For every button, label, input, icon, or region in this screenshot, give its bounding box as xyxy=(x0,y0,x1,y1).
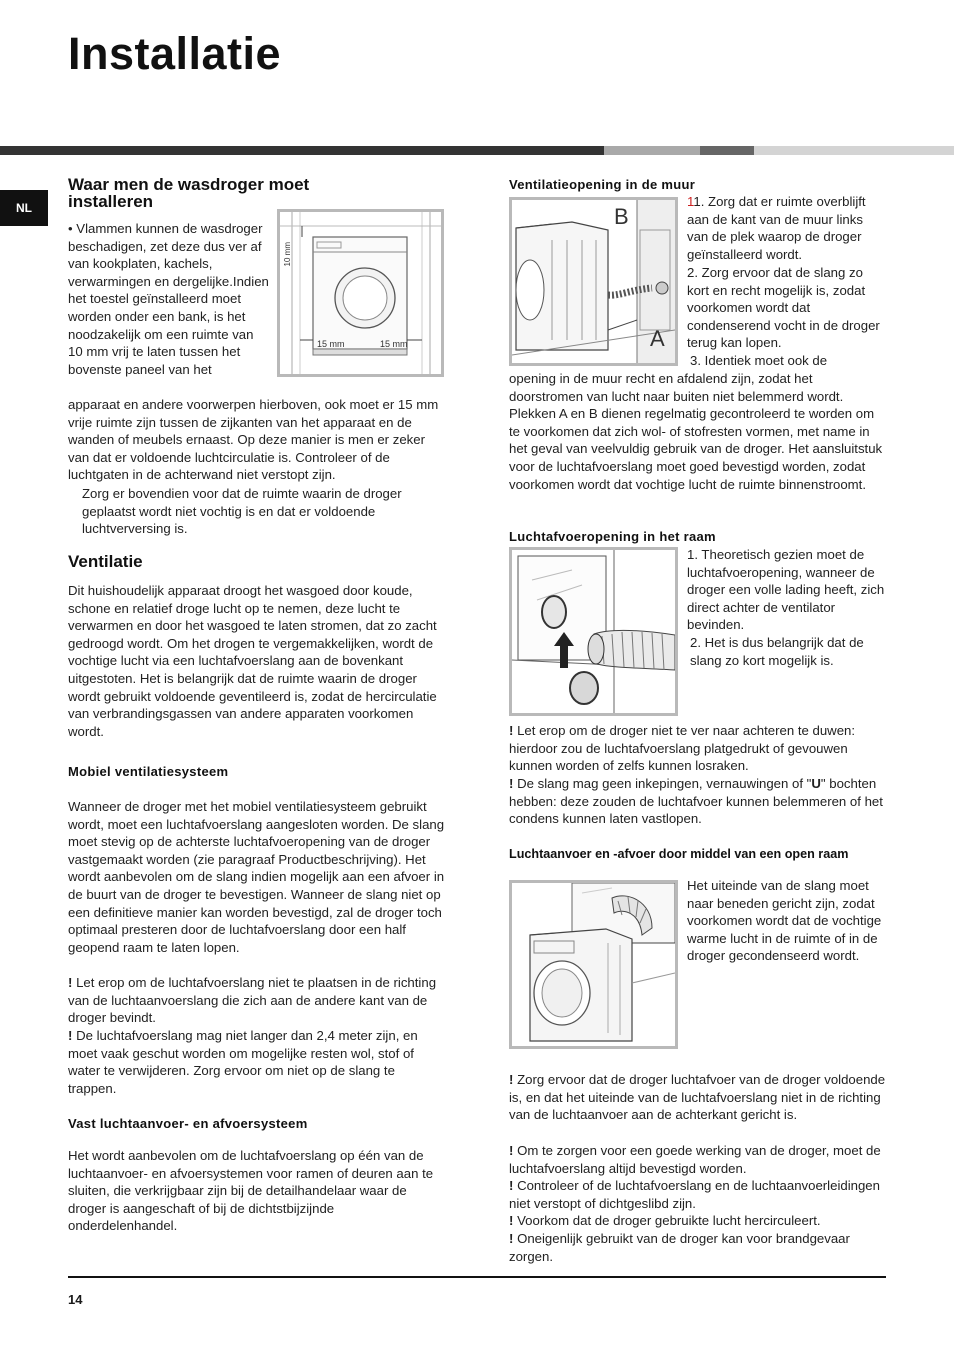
subheading-wall-vent: Ventilatieopening in de muur xyxy=(509,177,696,192)
subheading-mobile-ventilation: Mobiel ventilatiesysteem xyxy=(68,764,229,779)
final-warning-5: ! Oneigenlijk gebruikt van de droger kan voor brandgevaar zorgen. xyxy=(509,1231,850,1264)
wall-vent-item-3-continued: opening in de muur recht en afdalend zijn, zodat het doorstromen van lucht naar buiten niet belemmerd wordt. Plekken A en B dienen regelmatig gecontroleerd te worden om te voorkomen dat zich wol- of stofresten vormen, met name in het geval van veelvuldig gebruik van de droger. Het aansluitstuk voor de luchtafvoerslang moet goed bevestigd worden, zodat voorkomen wordt dat vochtige lucht de ruimte binnenstroomt. xyxy=(509,371,883,492)
section-heading-installation: Waar men de wasdroger moet installeren xyxy=(68,175,310,211)
footer-rule xyxy=(68,1276,886,1278)
installation-bullet-text: • Vlammen kunnen de wasdroger beschadigen, zet deze dus ver af van kookplaten, kachels, verwarmingen en dergelijke.Indien het toestel geïnstalleerd moet worden onder een bank, is het noodzakelijk om een ruimte van 10 mm vrij te laten tussen het bovenste paneel van het xyxy=(68,221,269,377)
subheading-open-window: Luchtaanvoer en -afvoer door middel van een open raam xyxy=(509,847,849,861)
wall-vent-item-2: 2. Zorg ervoor dat de slang zo kort en recht mogelijk is, zodat voorkomen wordt dat condenserend vocht in de droger terug kan lopen. xyxy=(687,265,880,351)
final-warning-4: ! Voorkom dat de droger gebruikte lucht hercirculeert. xyxy=(509,1213,821,1228)
label-a: A xyxy=(650,326,665,351)
window-vent-warning-2: ! De slang mag geen inkepingen, vernauwingen of "U" bochten hebben: deze zouden de luchtafvoer kunnen belemmeren of het condens kunnen laten vastlopen. xyxy=(509,776,883,827)
final-warning-1: ! Zorg ervoor dat de droger luchtafvoer van de droger voldoende is, en dat het uiteinde van de luchtafvoerslang niet in de richting van de luchtaanvoer aan de achterkant gericht is. xyxy=(509,1072,886,1123)
section-heading-ventilation: Ventilatie xyxy=(68,552,143,571)
ventilation-paragraph: Dit huishoudelijk apparaat droogt het wasgoed door koude, schone en relatief droge lucht op te nemen, deze lucht te verwarmen en door het wasgoed te laten stromen, dat zo zacht gedroogd wordt. Om het drogen te vergemakkelijken, wordt de vochtige lucht via een luchtafvoerslang aan de bovenkant uitgestoten. Het is belangrijk dat de ruimte waarin de droger wordt gebruikt voldoende geventileerd is, zodat de hercirculatie van verbrandingsgassen van andere apparaten voorkomen wordt. xyxy=(68,583,437,739)
fixed-system-paragraph: Het wordt aanbevolen om de luchtafvoerslang op één van de luchtaanvoer- en afvoersystemen voor ramen of deuren aan te sluiten, die verkrijgbaar zijn bij de detailhandelaar waar de droger is aangeschaft of bij de dichtstbijzijnde onderdelenhandel. xyxy=(68,1148,434,1234)
page-title: Installatie xyxy=(68,28,282,79)
wall-vent-item-1: 11. Zorg dat er ruimte overblijft aan de kant van de muur links van de plek waarop de droger geïnstalleerd wordt. xyxy=(687,194,866,262)
mobile-ventilation-warning-1: ! Let erop om de luchtafvoerslang niet te plaatsen in de richting van de luchtaanvoerslang die zich aan de andere kant van de droger bevindt. xyxy=(68,975,437,1026)
dryer-clearance-illustration xyxy=(280,212,441,374)
clearance-figure xyxy=(277,209,444,377)
window-vent-item-1: 1. Theoretisch gezien moet de luchtafvoeropening, wanneer de droger een volle lading heeft, zich direct achter de ventilator bevinden. xyxy=(687,547,885,633)
installation-bullet-continued: apparaat en andere voorwerpen hierboven, ook moet er 15 mm vrije ruimte zijn tussen de zijkanten van het apparaat en de wanden of meubels ernaast. Op deze manier is men er zeker van dat er voldoende luchtcirculatie is. Controleer of de luchtgaten in de achterwand niet verstopt zijn. xyxy=(68,397,439,483)
mobile-ventilation-paragraph: Wanneer de droger met het mobiel ventilatiesysteem gebruikt wordt, moet een luchtafvoerslang aangesloten worden. De slang moet stevig op de achterste luchtafvoeropening van de droger vastgemaakt worden (zie paragraaf Productbeschrijving). Het wordt aanbevolen om de slang indien mogelijk aan een afvoer in de buurt van de droger te bevestigen. Wanneer de slang niet op een definitieve manier kan worden bevestigd, zal de droger toch optimaal presteren door de luchtafvoerslang door een half geopend raam te laten lopen. xyxy=(68,799,445,955)
wall-vent-figure xyxy=(509,197,678,366)
label-b: B xyxy=(614,204,629,229)
label-15mm-left: 15 mm xyxy=(317,339,345,349)
subheading-window-vent: Luchtafvoeropening in het raam xyxy=(509,529,716,544)
open-window-figure xyxy=(509,880,678,1049)
mobile-ventilation-warning-2: ! De luchtafvoerslang mag niet langer dan 2,4 meter zijn, en moet vaak geschut worden om mogelijke resten wol, stof of water te verwijderen. Zorg ervoor om niet op de slang te trappen. xyxy=(68,1028,418,1096)
label-10mm: 10 mm xyxy=(283,242,292,267)
language-tab: NL xyxy=(0,190,48,226)
open-window-illustration xyxy=(512,883,675,1046)
window-vent-figure xyxy=(509,547,678,716)
window-vent-item-2: 2. Het is dus belangrijk dat de slang zo kort mogelijk is. xyxy=(690,635,864,668)
final-warning-3: ! Controleer of de luchtafvoerslang en de luchtaanvoerleidingen niet verstopt of dichtgeslibd zijn. xyxy=(509,1178,880,1211)
window-vent-illustration xyxy=(512,550,675,713)
window-vent-warning-1: ! Let erop om de droger niet te ver naar achteren te duwen: hierdoor zou de luchtafvoerslang platgedrukt of gevouwen kunnen worden of zelfs kunnen losraken. xyxy=(509,723,856,774)
open-window-paragraph: Het uiteinde van de slang moet naar beneden gericht zijn, zodat voorkomen wordt dat de vochtige warme lucht in de ruimte of in de droger gecondenseerd wordt. xyxy=(687,878,882,964)
final-warning-2: ! Om te zorgen voor een goede werking van de droger, moet de luchtafvoerslang altijd bevestigd worden. xyxy=(509,1143,881,1176)
header-bar xyxy=(0,146,954,155)
page-number: 14 xyxy=(68,1292,83,1307)
installation-humidity-note: Zorg er bovendien voor dat de ruimte waarin de droger geplaatst wordt niet vochtig is en dat er voldoende luchtverversing is. xyxy=(82,486,402,537)
wall-vent-item-3: 3. Identiek moet ook de xyxy=(690,353,828,368)
label-15mm-right: 15 mm xyxy=(380,339,408,349)
subheading-fixed-system: Vast luchtaanvoer- en afvoersysteem xyxy=(68,1116,308,1131)
